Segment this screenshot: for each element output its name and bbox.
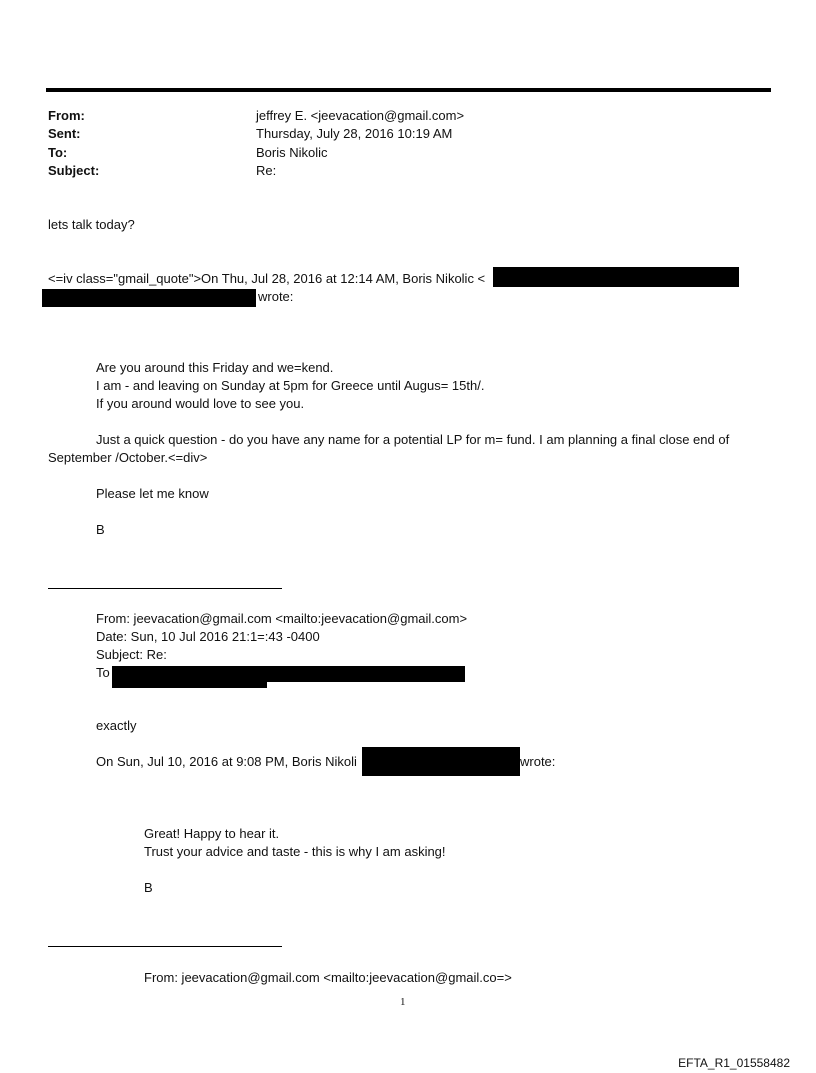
quote-from: From: jeevacation@gmail.com <mailto:jeevacation@gmail.co=> — [144, 970, 512, 985]
paragraph-line: Just a quick question - do you have any name for a potential LP for m= fund. I am planning a final close end of — [96, 432, 730, 447]
paragraph-line: September /October.<=div> — [48, 450, 208, 465]
quote-subject: Subject: Re: — [96, 647, 167, 662]
from-label: From: — [48, 108, 85, 123]
to-label: To: — [48, 145, 68, 160]
quote-intro-line1: <=iv class="gmail_quote">On Thu, Jul 28, 2016 at 12:14 AM, Boris Nikolic < — [48, 271, 486, 286]
to-value: Boris Nikolic — [256, 145, 328, 160]
separator-line — [48, 588, 282, 589]
reply-text: exactly — [96, 718, 137, 733]
sent-label: Sent: — [48, 126, 81, 141]
opening-line: lets talk today? — [48, 217, 135, 232]
paragraph-line: I am - and leaving on Sunday at 5pm for Greece until Augus= 15th/. — [96, 378, 485, 393]
subject-label: Subject: — [48, 163, 100, 178]
paragraph-line: Please let me know — [96, 486, 209, 501]
redaction-box — [362, 747, 520, 776]
quote-line: Trust your advice and taste - this is why I am asking! — [144, 844, 446, 859]
subject-value: Re: — [256, 163, 277, 178]
quote-to: To — [96, 665, 110, 680]
redaction-box — [42, 289, 256, 307]
quote-intro-line2: wrote: — [258, 289, 294, 304]
separator-line — [48, 946, 282, 947]
on-line-suffix: wrote: — [520, 754, 556, 769]
sent-value: Thursday, July 28, 2016 10:19 AM — [256, 126, 453, 141]
from-value: jeffrey E. <jeevacation@gmail.com> — [256, 108, 465, 123]
quote-date: Date: Sun, 10 Jul 2016 21:1=:43 -0400 — [96, 629, 320, 644]
quote-line: Great! Happy to hear it. — [144, 826, 280, 841]
signature: B — [96, 522, 105, 537]
paragraph-line: Are you around this Friday and we=kend. — [96, 360, 334, 375]
page-number: 1 — [400, 996, 406, 1008]
signature: B — [144, 880, 153, 895]
header-rule — [46, 88, 771, 92]
on-line-prefix: On Sun, Jul 10, 2016 at 9:08 PM, Boris Nikoli — [96, 754, 357, 769]
document-id: EFTA_R1_01558482 — [678, 1056, 790, 1070]
paragraph-line: If you around would love to see you. — [96, 396, 305, 411]
quote-from: From: jeevacation@gmail.com <mailto:jeevacation@gmail.com> — [96, 611, 468, 626]
redaction-box — [493, 267, 739, 287]
redaction-box — [112, 680, 267, 688]
